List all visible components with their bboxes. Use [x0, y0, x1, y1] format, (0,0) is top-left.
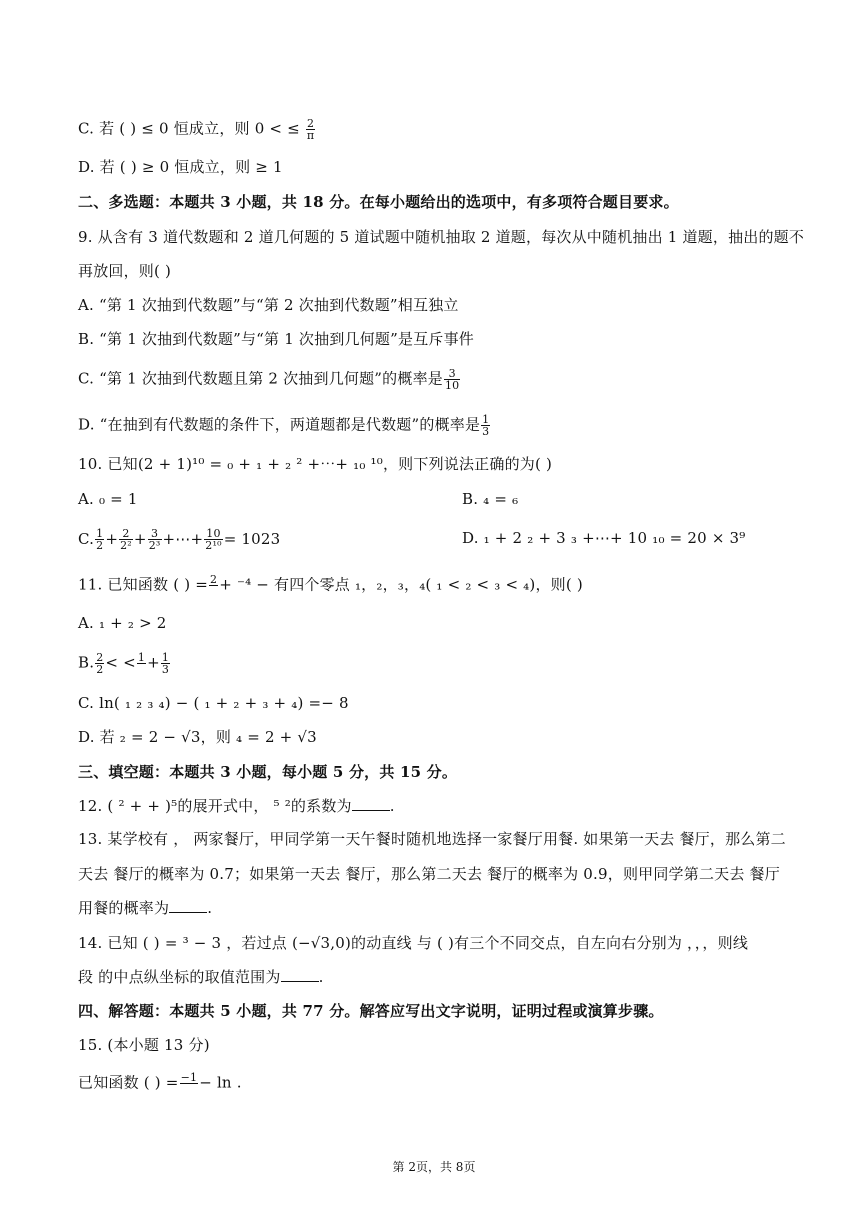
fraction-numerator: 2 — [307, 117, 315, 130]
fraction-numerator: −1 — [180, 1071, 198, 1084]
plus-sign: + — [105, 529, 119, 548]
option-11d: D. 若 ₂ = 2 − √3，则 ₄ = 2 + √3 — [78, 728, 317, 746]
question-11-suffix: + ⁻⁴ − 有四个零点 ₁，₂，₃，₄( ₁ < ₂ < ₃ < ₄)，则( ) — [219, 575, 583, 594]
fraction-numerator: 2 — [119, 528, 133, 540]
option-9c-text: C. “第 1 次抽到代数题且第 2 次抽到几何题”的概率是 — [78, 369, 443, 388]
section-2-heading: 二、多选题：本题共 3 小题，共 18 分。在每小题给出的选项中，有多项符合题目要求。 — [78, 193, 679, 211]
fraction-denominator — [137, 664, 146, 675]
inequality: < < — [105, 653, 136, 672]
fraction — [161, 652, 170, 675]
fraction-numerator: 3 — [148, 528, 162, 540]
fraction — [180, 1072, 199, 1095]
option-10a: A. ₀ = 1 — [78, 490, 138, 508]
fraction-numerator: 1 — [482, 413, 490, 426]
question-10-row-ab — [78, 489, 793, 509]
equation-result: = 1023 — [223, 529, 281, 548]
fraction-denominator — [209, 586, 218, 597]
ellipsis-sum: +⋯+ — [162, 529, 204, 548]
fraction-denominator: 3 — [482, 425, 490, 438]
fraction-denominator: 2³ — [148, 539, 161, 552]
plus-sign: + — [133, 529, 147, 548]
option-8c — [78, 118, 793, 141]
answer-blank — [169, 898, 207, 913]
option-9c — [78, 368, 793, 391]
fraction — [95, 652, 104, 675]
option-9d — [78, 414, 793, 437]
fraction-denominator: π — [306, 129, 315, 142]
fraction — [306, 118, 315, 141]
fraction — [119, 528, 133, 551]
option-8c-text: C. 若 ( ) ≤ 0 恒成立，则 0 < ≤ — [78, 119, 300, 138]
fraction — [444, 368, 460, 391]
period: . — [389, 797, 395, 815]
question-14-line1: 14. 已知 ( ) = ³ − 3 ，若过点 (−√3,0)的动直线 与 ( )有三个不同交点，自左向右分别为 ，，，则线 — [78, 934, 749, 952]
fraction-denominator: 2 — [96, 539, 104, 552]
option-11c: C. ln( ₁ ₂ ₃ ₄) − ( ₁ + ₂ + ₃ + ₄) =− 8 — [78, 694, 349, 712]
question-13-line2: 天去 餐厅的概率为 0.7；如果第一天去 餐厅，那么第二天去 餐厅的概率为 0.9，则甲同学第二天去 餐厅 — [78, 865, 780, 883]
question-11-prefix: 11. 已知函数 ( ) = — [78, 575, 209, 594]
option-label: B. — [78, 653, 95, 672]
fraction — [209, 574, 218, 597]
fraction-numerator: 1 — [161, 651, 170, 664]
option-9a: A. “第 1 次抽到代数题”与“第 2 次抽到代数题”相互独立 — [78, 296, 459, 314]
question-13-line1: 13. 某学校有 ， 两家餐厅，甲同学第一天午餐时随机地选择一家餐厅用餐. 如果第一天去 餐厅，那么第二 — [78, 830, 786, 848]
fraction — [137, 652, 146, 675]
fraction-numerator: 2 — [96, 651, 104, 664]
option-10c — [78, 527, 281, 552]
question-11 — [78, 574, 793, 597]
question-10: 10. 已知(2 + 1)¹⁰ = ₀ + ₁ + ₂ ² +⋯+ ₁₀ ¹⁰，则下列说法正确的为( ) — [78, 455, 553, 473]
fraction-numerator: 1 — [137, 651, 146, 664]
question-12 — [78, 796, 793, 816]
question-10-row-cd — [78, 528, 793, 551]
question-9-line2: 再放回，则( ) — [78, 262, 172, 280]
fraction-numerator: 1 — [96, 527, 104, 540]
option-8d: D. 若 ( ) ≥ 0 恒成立，则 ≥ 1 — [78, 158, 283, 176]
question-12-text: 12. ( ² + + )⁵的展开式中， ⁵ ²的系数为 — [78, 797, 352, 815]
fraction-denominator: 10 — [444, 379, 460, 392]
fraction-numerator: 3 — [444, 368, 460, 380]
plus-sign: + — [147, 653, 160, 672]
question-9-line1: 9. 从含有 3 道代数题和 2 道几何题的 5 道试题中随机抽取 2 道题，每次从中随机抽出 1 道题，抽出的题不 — [78, 228, 805, 246]
fraction-denominator: 2¹⁰ — [205, 539, 222, 552]
page-footer: 第 2页，共 8页 — [392, 1160, 476, 1174]
period: . — [207, 899, 213, 917]
option-9d-text: D. “在抽到有代数题的条件下，两道题都是代数题”的概率是 — [78, 415, 481, 434]
question-14-text: 段 的中点纵坐标的取值范围为 — [78, 968, 281, 986]
question-15-suffix: − ln . — [199, 1073, 242, 1092]
question-13-line3 — [78, 898, 793, 918]
section-4-heading: 四、解答题：本题共 5 小题，共 77 分。解答应写出文字说明，证明过程或演算步骤。 — [78, 1002, 664, 1020]
section-3-heading: 三、填空题：本题共 3 小题，每小题 5 分，共 15 分。 — [78, 763, 458, 781]
question-15-prefix: 已知函数 ( ) = — [78, 1073, 179, 1092]
option-10b: B. ₄ = ₆ — [462, 490, 519, 508]
question-15-body — [78, 1072, 793, 1095]
answer-blank — [352, 796, 390, 811]
option-10d: D. ₁ + 2 ₂ + 3 ₃ +⋯+ 10 ₁₀ = 20 × 3⁹ — [462, 529, 746, 547]
fraction — [204, 528, 222, 551]
fraction — [481, 414, 490, 437]
question-14-line2 — [78, 967, 793, 987]
fraction — [95, 528, 104, 551]
period: . — [318, 968, 324, 986]
fraction-numerator: 10 — [204, 528, 222, 540]
option-11a: A. ₁ + ₂ > 2 — [78, 614, 167, 632]
fraction-numerator: 2 — [210, 573, 218, 586]
option-label: C. — [78, 529, 95, 548]
fraction-denominator: 2 — [96, 663, 104, 676]
option-9b: B. “第 1 次抽到代数题”与“第 1 次抽到几何题”是互斥事件 — [78, 330, 474, 348]
fraction-denominator — [180, 1084, 199, 1095]
question-15-header: 15. (本小题 13 分) — [78, 1036, 210, 1054]
fraction-denominator: 2² — [120, 539, 132, 552]
answer-blank — [281, 967, 319, 982]
option-11b — [78, 652, 793, 675]
fraction — [148, 528, 162, 551]
fraction-denominator: 3 — [161, 663, 170, 676]
question-13-text: 用餐的概率为 — [78, 899, 170, 917]
